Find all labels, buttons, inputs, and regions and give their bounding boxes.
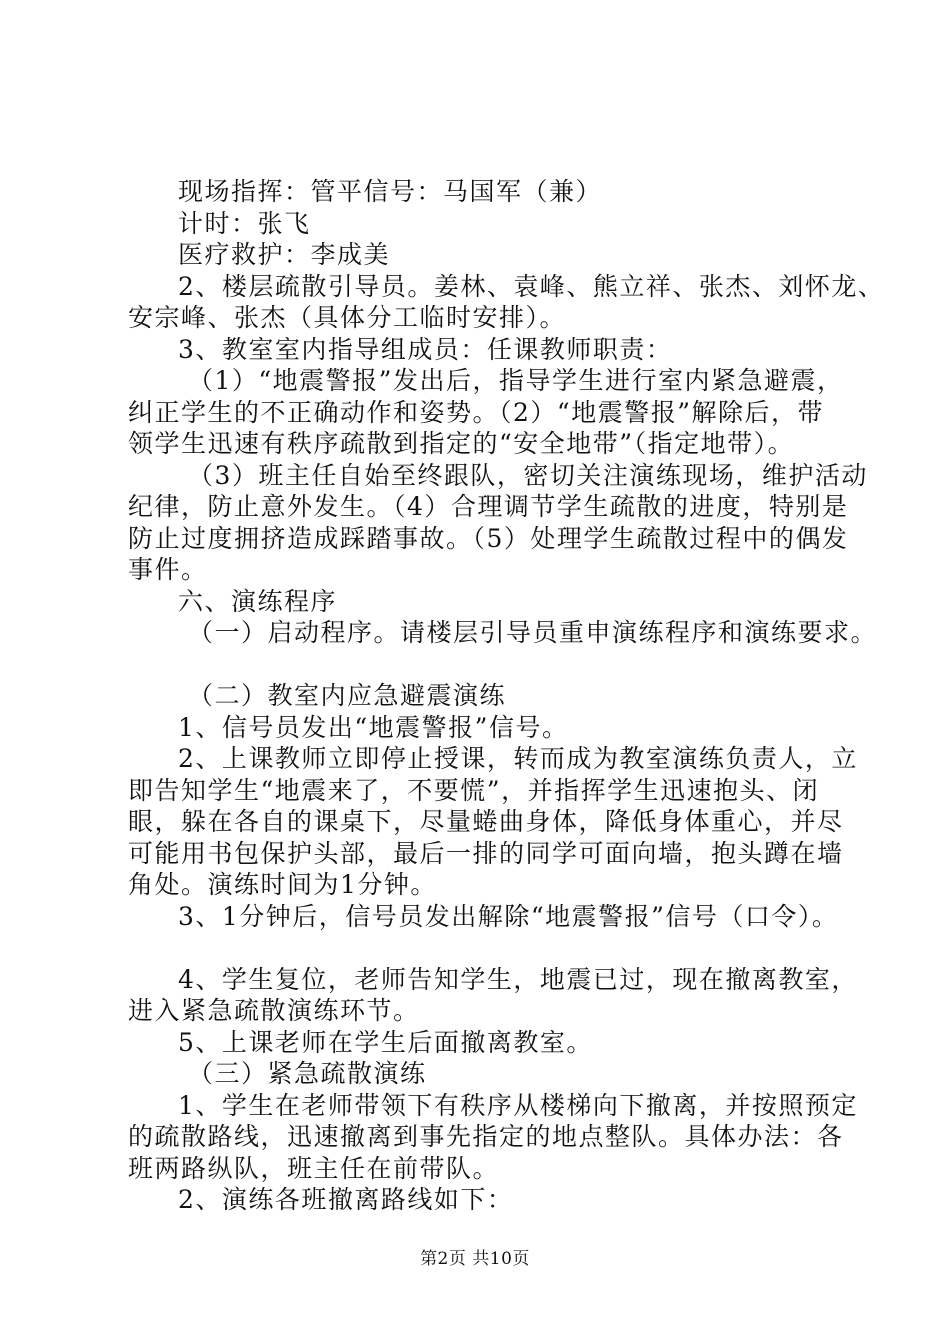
text-line: 2、楼层疏散引导员。姜林、袁峰、熊立祥、张杰、刘怀龙、 bbox=[178, 271, 885, 301]
text-line: 的疏散路线，迅速撤离到事先指定的地点整队。具体办法：各 bbox=[128, 1122, 844, 1151]
subsection-heading: （三）紧急疏散演练 bbox=[188, 1059, 427, 1088]
text-line: 5、上课老师在学生后面撤离教室。 bbox=[178, 1027, 593, 1057]
text-line: 班两路纵队，班主任在前带队。 bbox=[128, 1153, 500, 1183]
text-line: 3、教室室内指导组成员：任课教师职责： bbox=[178, 334, 673, 364]
text-line: 事件。 bbox=[128, 555, 208, 584]
text-line: （1）“地震警报”发出后，指导学生进行室内紧急避震， bbox=[188, 366, 844, 395]
text-line: （一）启动程序。请楼层引导员重申演练程序和演练要求。 bbox=[188, 618, 878, 647]
text-line: 计时：张飞 bbox=[178, 208, 311, 238]
text-line: 纪律，防止意外发生。（4）合理调节学生疏散的进度，特别是 bbox=[128, 492, 849, 521]
text-line: 3、1分钟后，信号员发出解除“地震警报”信号（口令）。 bbox=[178, 901, 839, 931]
text-line: 现场指挥：管平信号：马国军（兼） bbox=[178, 177, 603, 206]
text-line: 眼，躲在各自的课桌下，尽量蜷曲身体，降低身体重心，并尽 bbox=[128, 807, 844, 836]
text-line: 1、信号员发出“地震警报”信号。 bbox=[178, 712, 569, 742]
text-line: 即告知学生“地震来了，不要慌”，并指挥学生迅速抱头、闭 bbox=[128, 775, 820, 805]
text-line: 2、上课教师立即停止授课，转而成为教室演练负责人，立 bbox=[178, 744, 858, 773]
text-line: 领学生迅速有秩序疏散到指定的“安全地带”（指定地带）。 bbox=[128, 429, 795, 458]
text-line: 安宗峰、张杰（具体分工临时安排）。 bbox=[128, 303, 567, 332]
subsection-heading: （二）教室内应急避震演练 bbox=[188, 681, 507, 710]
text-line: 进入紧急疏散演练环节。 bbox=[128, 996, 420, 1025]
text-line: 纠正学生的不正确动作和姿势。（2）“地震警报”解除后，带 bbox=[128, 397, 824, 427]
text-line: 医疗救护：李成美 bbox=[178, 240, 391, 269]
text-line: 角处。演练时间为1分钟。 bbox=[128, 870, 437, 899]
document-body bbox=[128, 176, 885, 1216]
text-line: 4、学生复位，老师告知学生，地震已过，现在撤离教室， bbox=[178, 964, 858, 994]
text-line: 1、学生在老师带领下有秩序从楼梯向下撤离，并按照预定 bbox=[178, 1090, 858, 1120]
text-line: 可能用书包保护头部，最后一排的同学可面向墙，抱头蹲在墙 bbox=[128, 838, 844, 868]
text-line: （3）班主任自始至终跟队，密切关注演练现场，维护活动 bbox=[188, 460, 868, 490]
page-number-footer: 第2页 共10页 bbox=[420, 1249, 530, 1269]
section-heading: 六、演练程序 bbox=[178, 586, 338, 616]
text-line: 防止过度拥挤造成踩踏事故。（5）处理学生疏散过程中的偶发 bbox=[128, 523, 849, 553]
text-line: 2、演练各班撤离路线如下： bbox=[178, 1185, 514, 1214]
